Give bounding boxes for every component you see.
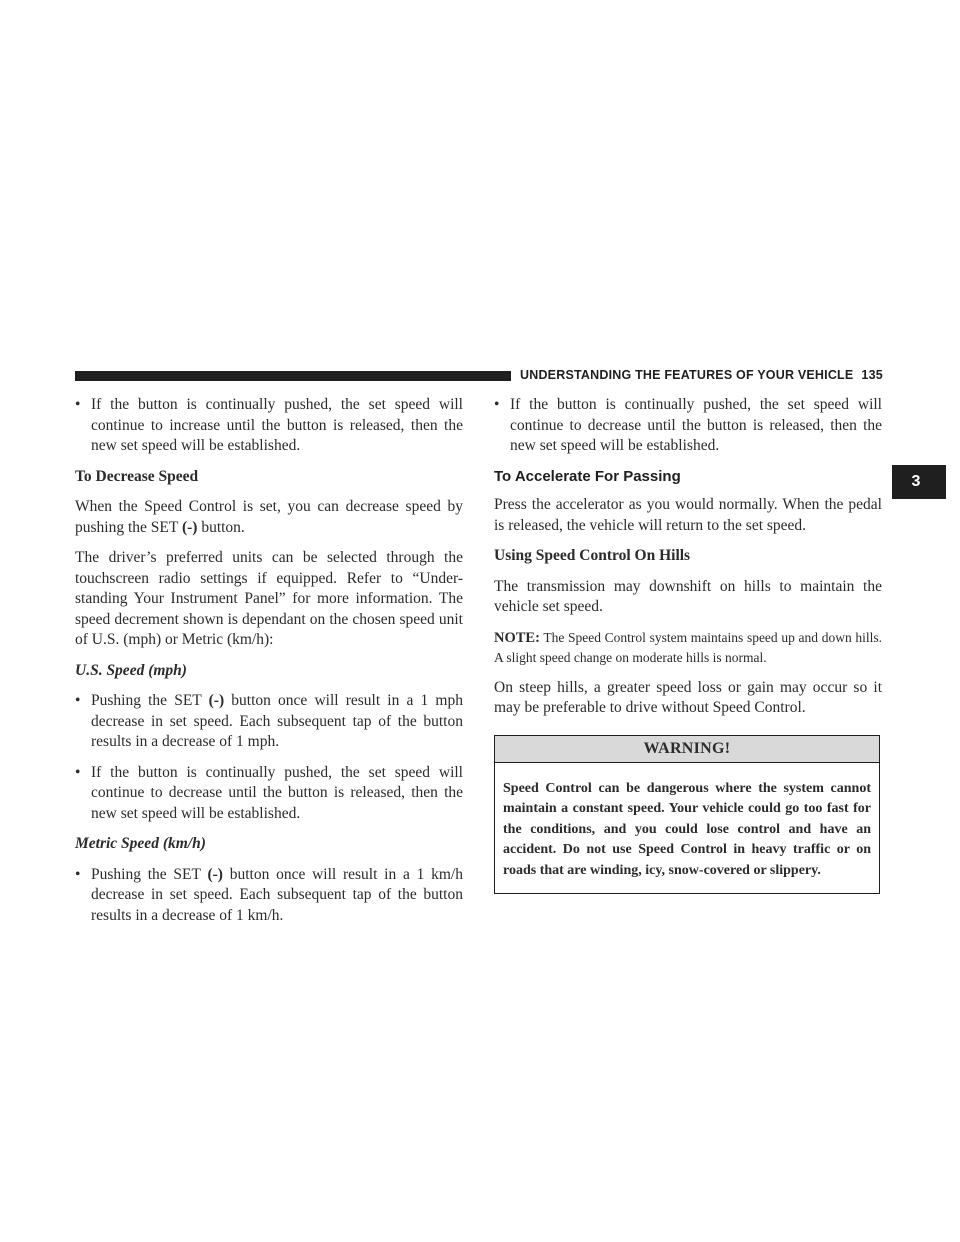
left-column bbox=[75, 395, 463, 936]
page-number: 135 bbox=[861, 368, 883, 382]
chapter-tab: 3 bbox=[892, 465, 946, 499]
bullet-icon: • bbox=[75, 763, 81, 781]
warning-text: Speed Control can be dangerous where the system cannot maintain a constant speed. Your vehicle could go too fast for the conditions, and you could lose control and have an accident. Do not use Speed Control in heavy traffic or on roads that are winding, icy, snow-covered or slippery. bbox=[503, 780, 871, 878]
note: NOTE: The Speed Control system maintains speed up and down hills. A slight speed change on moderate hills is normal. bbox=[494, 629, 882, 665]
heading-accelerate-passing: To Accelerate For Passing bbox=[494, 467, 681, 485]
warning-box bbox=[494, 735, 880, 895]
bullet-icon: • bbox=[494, 396, 500, 413]
bullet-metric-tap: • Pushing the SET (-) button once will result in a 1 km/h decrease in set speed. Each subsequent tap of the button results in a decrease of 1 km/h. bbox=[75, 865, 463, 924]
bullet-us-tap: • Pushing the SET (-) button once will result in a 1 mph decrease in set speed. Each subsequent tap of the button results in a decrease of 1 mph. bbox=[75, 692, 463, 750]
para-passing: Press the accelerator as you would normally. When the pedal is released, the vehicle will return to the set speed. bbox=[494, 496, 882, 534]
bullet-us-hold: • If the button is continually pushed, the set speed will continue to decrease until the button is released, then the new set speed will be established. bbox=[75, 763, 463, 822]
note-label: NOTE: bbox=[494, 629, 540, 646]
bullet-metric-hold: • If the button is continually pushed, the set speed will continue to decrease until the button is released, then the new set speed will be established. bbox=[494, 396, 882, 454]
para-units: The driver’s preferred units can be selected through the touchscreen radio settings if equipped. Refer to “Under-standing Your Instrument Panel” for more information. The speed decrement shown is dependant on the chosen speed unit of U.S. (mph) or Metric (km/h): bbox=[75, 549, 463, 648]
bullet-icon: • bbox=[75, 865, 81, 883]
heading-metric-speed: Metric Speed (km/h) bbox=[75, 835, 206, 852]
heading-hills: Using Speed Control On Hills bbox=[494, 547, 691, 564]
bullet-icon: • bbox=[75, 692, 81, 709]
running-header bbox=[520, 368, 883, 382]
para-hills: The transmission may downshift on hills to maintain the vehicle set speed. bbox=[494, 577, 882, 615]
section-title: UNDERSTANDING THE FEATURES OF YOUR VEHICLE bbox=[520, 368, 854, 382]
para-steep-hills: On steep hills, a greater speed loss or gain may occur so it may be preferable to drive without Speed Control. bbox=[494, 678, 882, 716]
para-decrease: When the Speed Control is set, you can decrease speed by pushing the SET (-) button. bbox=[75, 498, 463, 536]
heading-us-speed: U.S. Speed (mph) bbox=[75, 661, 187, 679]
header-rule bbox=[75, 371, 511, 381]
bullet-icon: • bbox=[75, 396, 81, 413]
right-column bbox=[494, 395, 882, 894]
bullet-increase-hold: • If the button is continually pushed, the set speed will continue to increase until the button is released, then the new set speed will be established. bbox=[75, 396, 463, 454]
heading-decrease-speed: To Decrease Speed bbox=[75, 467, 199, 485]
warning-title: WARNING! bbox=[495, 736, 879, 763]
